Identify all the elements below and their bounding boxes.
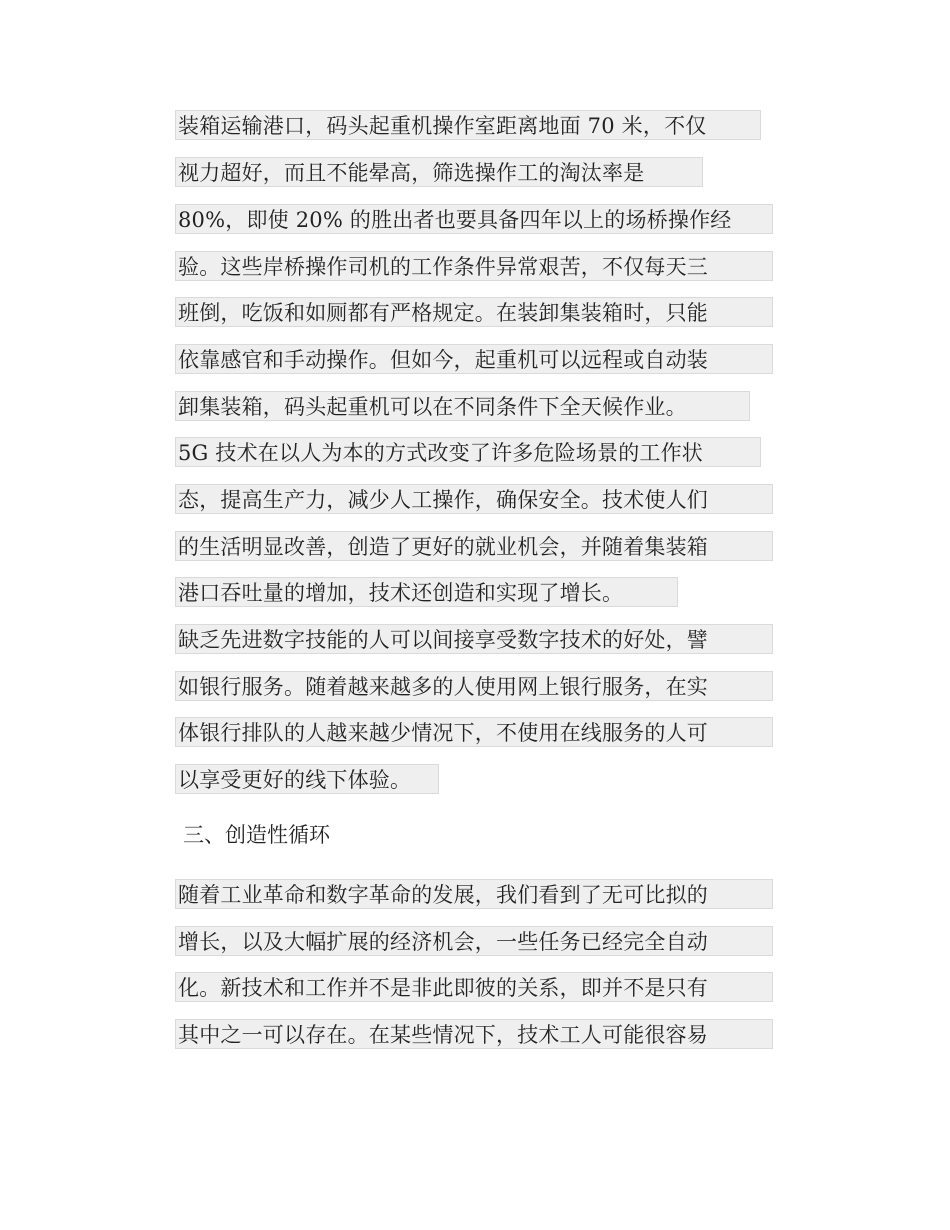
- paragraph-4-line-2: 增长，以及大幅扩展的经济机会，一些任务已经完全自动: [175, 926, 773, 956]
- paragraph-1-line-2: 视力超好，而且不能晕高，筛选操作工的淘汰率是: [175, 157, 703, 187]
- paragraph-2-line-1: 5G 技术在以人为本的方式改变了许多危险场景的工作状: [175, 437, 761, 467]
- paragraph-1-line-1: 装箱运输港口，码头起重机操作室距离地面 70 米，不仅: [175, 110, 761, 140]
- paragraph-1-line-7: 卸集装箱，码头起重机可以在不同条件下全天候作业。: [175, 391, 750, 421]
- paragraph-3-line-1: 缺乏先进数字技能的人可以间接享受数字技术的好处，譬: [175, 624, 773, 654]
- paragraph-4-line-1: 随着工业革命和数字革命的发展，我们看到了无可比拟的: [175, 879, 773, 909]
- paragraph-1-line-3: 80%，即使 20% 的胜出者也要具备四年以上的场桥操作经: [175, 204, 773, 234]
- section-heading: 三、创造性循环: [183, 823, 330, 847]
- paragraph-4-line-4: 其中之一可以存在。在某些情况下，技术工人可能很容易: [175, 1019, 773, 1049]
- paragraph-4-line-3: 化。新技术和工作并不是非此即彼的关系，即并不是只有: [175, 972, 773, 1002]
- paragraph-1-line-5: 班倒，吃饭和如厕都有严格规定。在装卸集装箱时，只能: [175, 297, 773, 327]
- paragraph-1-line-6: 依靠感官和手动操作。但如今，起重机可以远程或自动装: [175, 344, 773, 374]
- paragraph-3-line-4: 以享受更好的线下体验。: [175, 764, 439, 794]
- paragraph-2-line-2: 态，提高生产力，减少人工操作，确保安全。技术使人们: [175, 484, 773, 514]
- paragraph-3-line-3: 体银行排队的人越来越少情况下，不使用在线服务的人可: [175, 717, 773, 747]
- paragraph-2-line-3: 的生活明显改善，创造了更好的就业机会，并随着集装箱: [175, 531, 773, 561]
- paragraph-1-line-4: 验。这些岸桥操作司机的工作条件异常艰苦，不仅每天三: [175, 251, 773, 281]
- paragraph-2-line-4: 港口吞吐量的增加，技术还创造和实现了增长。: [175, 577, 678, 607]
- paragraph-3-line-2: 如银行服务。随着越来越多的人使用网上银行服务，在实: [175, 671, 773, 701]
